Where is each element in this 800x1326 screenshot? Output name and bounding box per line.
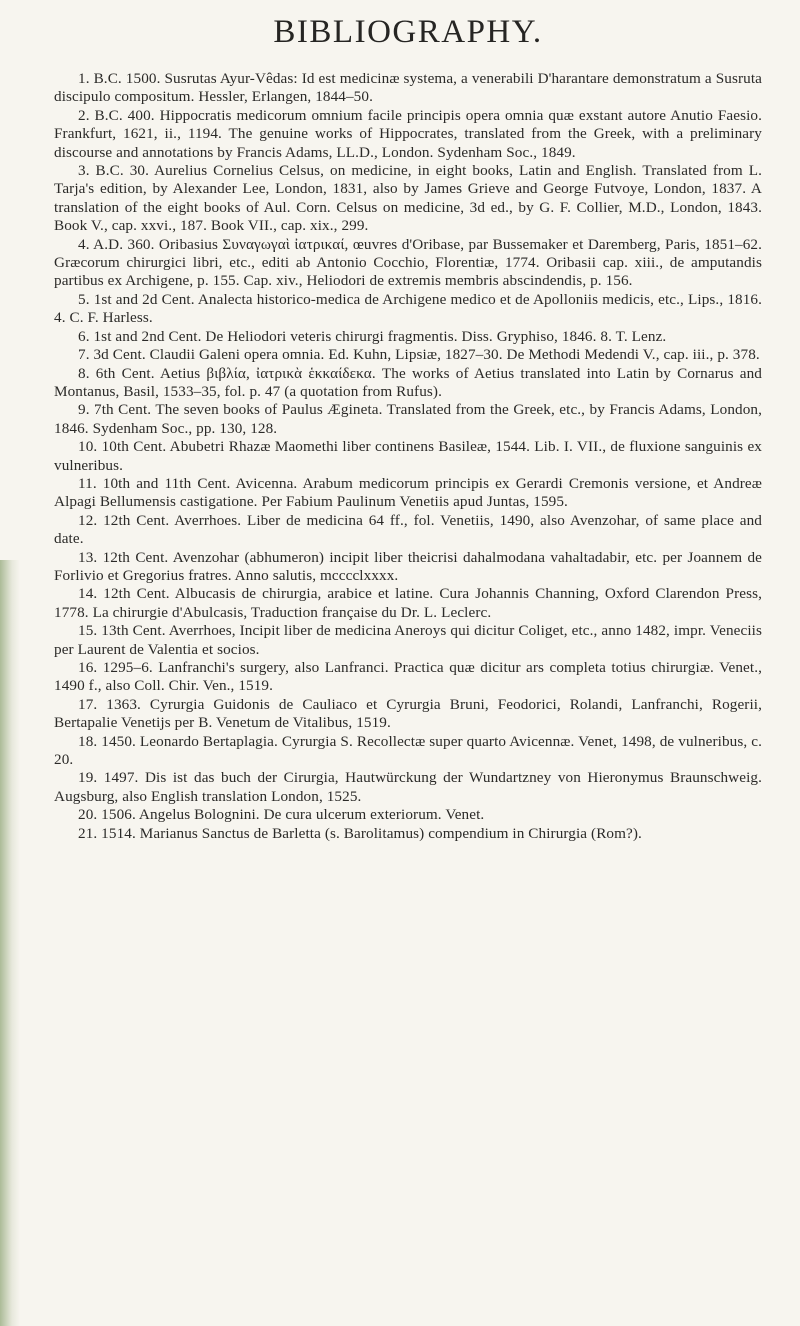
bibliography-entry: 12. 12th Cent. Averrhoes. Liber de medicina 64 ff., fol. Venetiis, 1490, also Avenzohar, of same place and date. xyxy=(54,511,762,548)
bibliography-entry: 16. 1295–6. Lanfranchi's surgery, also Lanfranci. Practica quæ dicitur ars completa totius chirurgiæ. Venet., 1490 f., also Coll. Chir. Ven., 1519. xyxy=(54,659,762,695)
bibliography-entry: 20. 1506. Angelus Bolognini. De cura ulcerum exteriorum. Venet. xyxy=(78,806,485,824)
bibliography-entry: 3. B.C. 30. Aurelius Cornelius Celsus, on medicine, in eight books, Latin and English. Translated from L. Tarja's edition, by Alexander Lee, London, 1831, also by James Grieve and George Futvoye, London, 1837. A translation of the eight books of Aul. Corn. Celsus on medicine, 3d ed., by G. F. Collier, M.D., London, 1843. Book V., cap. xxvi., 187. Book VII., cap. xix., 299. xyxy=(54,162,762,235)
bibliography-entry: 8. 6th Cent. Aetius βιβλία, ἰατρικὰ ἑκκαίδεκα. The works of Aetius translated into Latin by Cornarus and Montanus, Basil, 1533–35, fol. p. 47 (a quotation from Rufus). xyxy=(54,364,762,400)
bibliography-list xyxy=(54,70,762,843)
bibliography-entry: 4. A.D. 360. Oribasius Συναγωγαὶ ἰατρικαί, œuvres d'Oribase, par Bussemaker et Daremberg, Paris, 1851–62. Græcorum chirurgici libri, etc., editi ab Antonio Cocchio, Florentiæ, 1774. Oribasii cap. xiii., de amputandis partibus ex Archigene, p. 155. Cap. xiv., Heliodori de extremis membris abscindendis, p. 156. xyxy=(54,235,762,290)
bibliography-entry: 5. 1st and 2d Cent. Analecta historico-medica de Archigene medico et de Apolloniis medicis, etc., Lips., 1816. 4. C. F. Harless. xyxy=(54,290,762,327)
bibliography-entry: 10. 10th Cent. Abubetri Rhazæ Maomethi liber continens Basileæ, 1544. Lib. I. VII., de fluxione sanguinis ex vulneribus. xyxy=(54,438,762,474)
page-title: BIBLIOGRAPHY. xyxy=(273,14,543,50)
bibliography-entry: 11. 10th and 11th Cent. Avicenna. Arabum medicorum principis ex Gerardi Cremonis versione, et Andreæ Alpagi Bellumensis castigatione. Per Fabium Paulinum Venetiis apud Juntas, 1595. xyxy=(54,474,762,511)
bibliography-entry: 6. 1st and 2nd Cent. De Heliodori veteris chirurgi fragmentis. Diss. Gryphiso, 1846. 8. T. Lenz. xyxy=(78,327,667,345)
bibliography-entry: 9. 7th Cent. The seven books of Paulus Ægineta. Translated from the Greek, etc., by Francis Adams, London, 1846. Sydenham Soc., pp. 130, 128. xyxy=(54,401,762,437)
bibliography-entry: 21. 1514. Marianus Sanctus de Barletta (s. Barolitamus) compendium in Chirurgia (Rom?). xyxy=(78,824,642,842)
bibliography-entry: 19. 1497. Dis ist das buch der Cirurgia, Hautwürckung der Wundartzney von Hieronymus Braunschweig. Augsburg, also English translation London, 1525. xyxy=(54,769,762,805)
bibliography-entry: 2. B.C. 400. Hippocratis medicorum omnium facile principis opera omnia quæ exstant autore Anutio Faesio. Frankfurt, 1621, ii., 1194. The genuine works of Hippocrates, translated from the Greek, with a preliminary discourse and annotations by Francis Adams, LL.D., London. Sydenham Soc., 1849. xyxy=(54,106,762,161)
bibliography-entry: 7. 3d Cent. Claudii Galeni opera omnia. Ed. Kuhn, Lipsiæ, 1827–30. De Methodi Medendi V., cap. iii., p. 378. xyxy=(78,346,760,364)
bibliography-entry: 14. 12th Cent. Albucasis de chirurgia, arabice et latine. Cura Johannis Channing, Oxford Clarendon Press, 1778. La chirurgie d'Abulcasis, Traduction française du Dr. L. Leclerc. xyxy=(54,585,762,621)
bibliography-entry: 13. 12th Cent. Avenzohar (abhumeron) incipit liber theicrisi dahalmodana vahaltadabir, etc. per Joannem de Forlivio et Gregorius fratres. Anno salutis, mcccclxxxx. xyxy=(54,548,762,584)
bibliography-entry: 1. B.C. 1500. Susrutas Ayur-Vêdas: Id est medicinæ systema, a venerabili D'harantare demonstratum a Susruta discipulo compositum. Hessler, Erlangen, 1844–50. xyxy=(54,70,762,106)
bibliography-entry: 17. 1363. Cyrurgia Guidonis de Cauliaco et Cyrurgia Bruni, Feodorici, Rolandi, Lanfranchi, Rogerii, Bertapalie Venetijs per B. Venetum de Vitalibus, 1519. xyxy=(54,695,762,732)
bibliography-entry: 18. 1450. Leonardo Bertaplagia. Cyrurgia S. Recollectæ super quarto Avicennæ. Venet, 1498, de vulneribus, c. 20. xyxy=(54,732,762,769)
bibliography-entry: 15. 13th Cent. Averrhoes, Incipit liber de medicina Aneroys qui dicitur Coliget, etc., anno 1482, impr. Veneciis per Laurent de Valentia et socios. xyxy=(54,622,762,658)
